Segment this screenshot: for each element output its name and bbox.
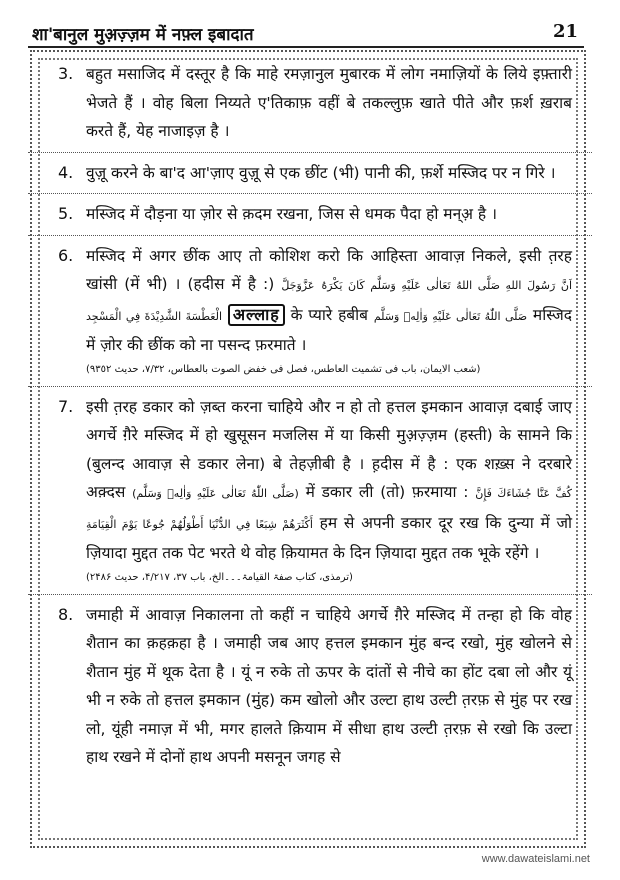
hadith-source: (ترمذی، کتاب صفۃ القیامۃ۔۔۔الخ، باب ۳۷، ۴/۲۱۷، حدیث ۲۴۸۶) <box>86 571 353 583</box>
page-number: 21 <box>552 21 578 42</box>
list-item-8 <box>60 601 572 772</box>
item-text: के प्यारे हबीब <box>290 305 369 324</box>
item-text: मस्जिद में ज़ोर की छींक को ना पसन्द फ़रमाते । <box>86 305 572 354</box>
arabic-hadith: كُفَّ عَنَّا جُشَاءَكَ فَإِنَّ أَكْثَرَهُمْ شِبَعًا فِي الدُّنْيَا أَطْوَلُهُمْ جُوعًا يَوْمَ الْقِيَامَةِ <box>86 487 572 531</box>
item-number: 6. <box>58 245 74 265</box>
arabic-honorific: عَزَّوَجَلَّ <box>281 279 315 292</box>
website-footer: www.dawateislami.net <box>481 853 590 865</box>
item-text: मस्जिद में अगर छींक आए तो कोशिश करो कि आहिस्ता आवाज़ निकले, इसी त़रह खांसी (में भी) । (हदीस में है :) <box>86 246 572 293</box>
item-text: इसी त़रह डकार को ज़ब्त करना चाहिये और न हो तो हत्तल इमकान आवाज़ दबाई जाए अगर्चे ग़ैरे मस्जिद में हो खुसूसन मजलिस में या किसी मुअ़ज़्ज़म (हस्ती) के सामने कि (बुलन्द आवाज़ से डकार लेना) बे तेहज़ीबी है । ह़दीस में है : एक शख़्स ने दरबारे अक़्दस <box>86 397 572 501</box>
item-text: मस्जिद में दौड़ना या ज़ोर से क़दम रखना, जिस से धमक पैदा हो मन्अ़ है । <box>86 205 497 223</box>
item-number: 5. <box>58 204 74 223</box>
page-body <box>60 60 572 772</box>
arabic-hadith: اَنَّ رَسُولَ اللهِ صَلَّى اللهُ تَعَالٰى عَلَيْهِ وَسَلَّم كَانَ يَكْرَهُ الْعَطْسَةَ الشَّدِيْدَةَ فِي الْمَسْجِد <box>86 279 572 323</box>
item-number: 8. <box>58 604 74 624</box>
chapter-title: शा'बानुल मुअ़ज़्ज़म में नफ़्ल इबादात <box>32 25 254 45</box>
arabic-salutation: (صَلَّى اللّٰهُ تَعَالٰى عَلَيْهِ وَاٰلِهٖ وَسَلَّم) <box>132 487 299 500</box>
page-header <box>28 20 584 48</box>
item-text: हम से अपनी डकार दूर रख कि दुन्या में जो ज़ियादा मुद्दत तक पेट भरते थे वोह क़ियामत के दिन ज़ियादा मुद्दत तक भूके रहेंगे । <box>86 513 572 562</box>
list-item <box>60 159 572 188</box>
list-item-7 <box>60 393 572 588</box>
hadith-source: (شعب الایمان، باب فی تشمیت العاطس، فصل فی خفض الصوت بالعطاس، ٧/٣٢، حدیث ٩٣٥٢) <box>86 363 481 375</box>
divider <box>28 235 592 236</box>
item-text: में डकार ली (तो) फ़रमाया : <box>305 483 469 501</box>
divider <box>28 594 592 595</box>
item-text: जमाही में आवाज़ निकालना तो कहीं न चाहिये अगर्चे ग़ैरे मस्जिद में तन्हा हो कि वोह शैतान का क़हक़हा है । जमाही जब आए हत्तल इमकान मुंह बन्द रखो, मुंह खोलने से शैतान मुंह में थूक देता है । यूं न रुके तो ऊपर के दांतों से नीचे का होंट दबा लो और यूं भी न रुके तो हत्तल इमकान (मुंह) कम खोलो और उल्टा हाथ उल्टी त़रफ़ से मुंह पर रख लो, यूंही नमाज़ में भी, मगर हालते क़ियाम में सीधा हाथ उल्टी त़रफ़ से रखो कि उल्टा हाथ रखने में दोनों हाथ अपनी मसनून जगह से <box>86 605 572 766</box>
divider <box>28 152 592 153</box>
divider <box>28 193 592 194</box>
item-text: बहुत मसाजिद में दस्तूर है कि माहे रमज़ानुल मुबारक में लोग नमाज़ियों के लिये इफ़्तारी भेजते हैं । वोह बिला निय्यते ए'तिकाफ़ वहीं बे तकल्लुफ़ खाते पीते और फ़र्श ख़राब करते हैं, येह नाजाइज़ है । <box>86 65 572 140</box>
item-number: 3. <box>58 64 74 83</box>
list-item <box>60 60 572 146</box>
item-text: वुज़ू करने के बा'द आ'ज़ाए वुज़ू से एक छींट (भी) पानी की, फ़र्शे मस्जिद पर न गिरे । <box>86 163 556 182</box>
item-number: 7. <box>58 396 74 416</box>
divider <box>28 386 592 387</box>
list-item-6 <box>60 242 572 380</box>
arabic-salutation: صَلَّى اللّٰهُ تَعَالٰى عَلَيْهِ وَاٰلِهٖ وَسَلَّم <box>373 309 528 323</box>
item-number: 4. <box>58 162 74 182</box>
list-item <box>60 200 572 229</box>
allah-calligraphy: अल्लाह <box>228 304 285 326</box>
